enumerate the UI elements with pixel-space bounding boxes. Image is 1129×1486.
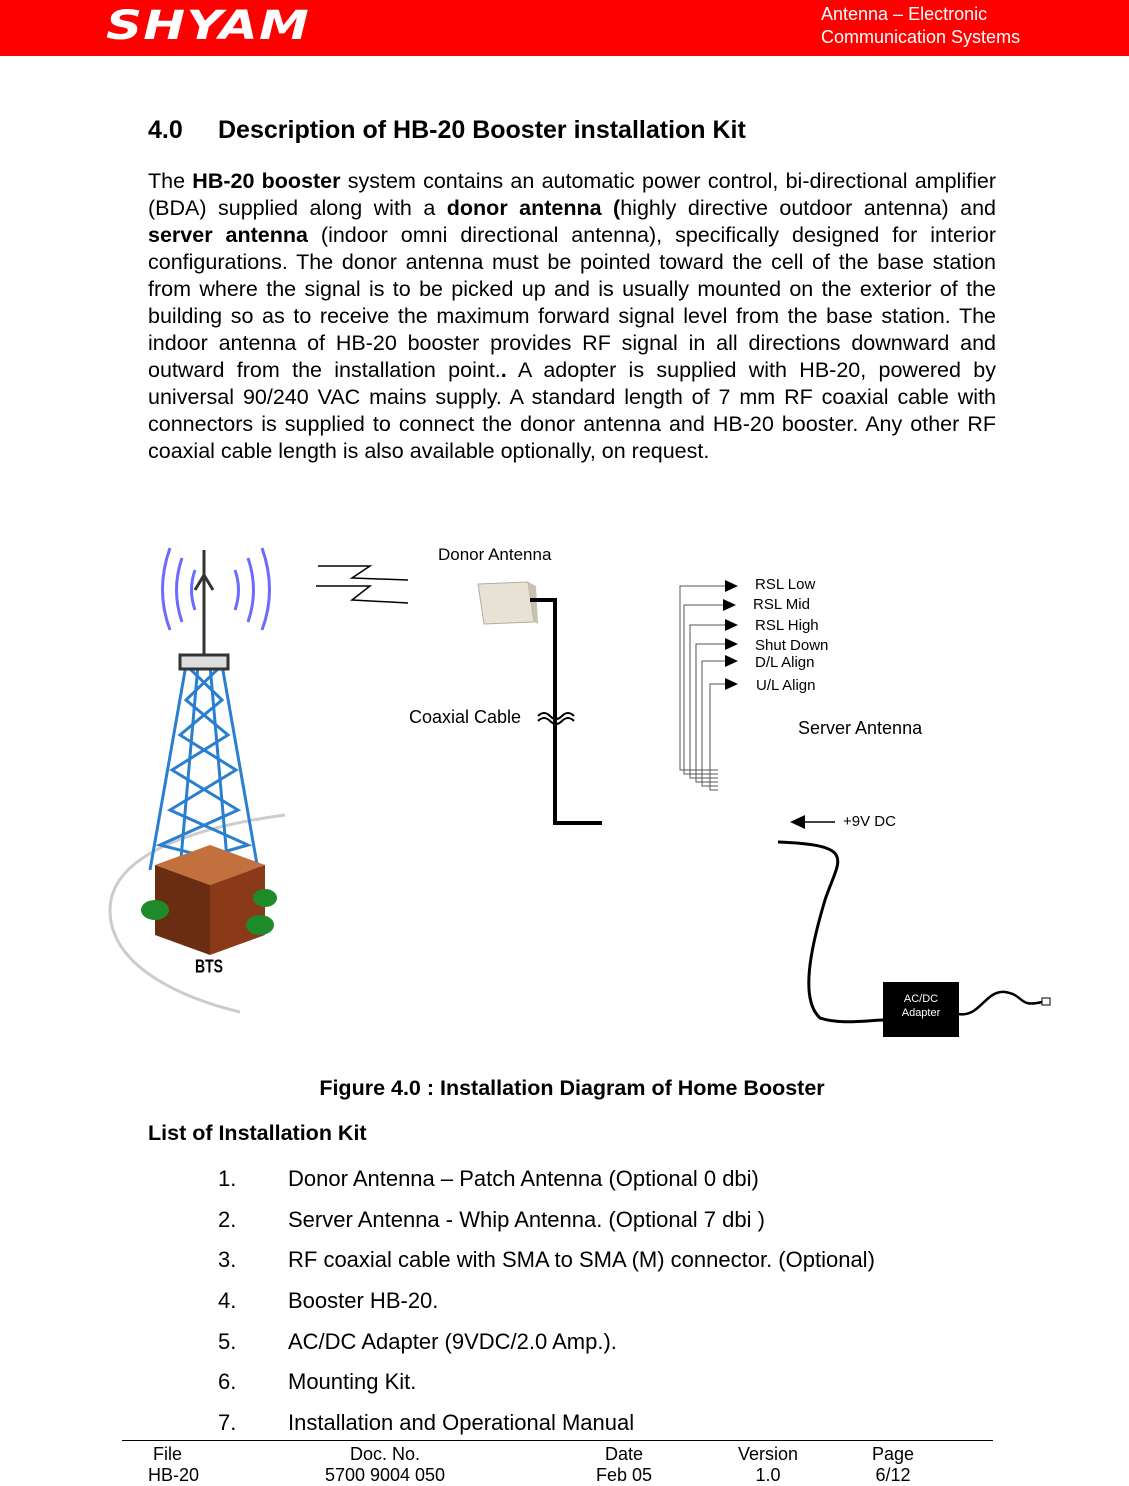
list-item — [218, 1206, 875, 1247]
indicator-lines — [680, 586, 725, 790]
tower-label: BTS — [195, 955, 223, 977]
list-item-text: Donor Antenna – Patch Antenna (Optional 0 dbi) — [288, 1166, 759, 1191]
mains-cable — [958, 992, 1042, 1014]
donor-antenna-icon — [478, 582, 538, 624]
wave-left-mid — [177, 558, 183, 622]
footer-file-value: HB-20 — [148, 1465, 200, 1485]
list-item-text: AC/DC Adapter (9VDC/2.0 Amp.). — [288, 1328, 617, 1354]
list-item-number: 4. — [218, 1288, 237, 1314]
footer-page-label: Page — [871, 1444, 915, 1464]
footer-page — [843, 1444, 943, 1486]
footer-doc-label: Doc. No. — [349, 1444, 421, 1464]
arrow-rsl-mid-icon — [723, 599, 736, 611]
intro-bold-server: server antenna — [148, 223, 308, 247]
section-title-text: Description of HB-20 Booster installation Kit — [218, 116, 746, 144]
list-item-number: 6. — [218, 1369, 237, 1395]
list-item-text: Booster HB-20. — [288, 1288, 439, 1314]
tagline-line-2: Communication Systems — [821, 27, 1021, 47]
list-item — [218, 1368, 875, 1409]
list-item-number: 1. — [218, 1166, 237, 1191]
list-item-text: Installation and Operational Manual — [288, 1410, 635, 1436]
footer-file — [148, 1444, 199, 1486]
list-item-number: 2. — [218, 1206, 237, 1232]
wave-left-inner — [192, 570, 196, 610]
footer-file-label: File — [153, 1444, 183, 1464]
tagline-line-1: Antenna – Electronic — [821, 4, 988, 24]
radio-link-icon — [316, 566, 408, 603]
footer-doc — [300, 1444, 470, 1486]
intro-text-4: (indoor omni directional antenna), specifically designed for interior configurations. The donor antenna must be pointed toward the cell of the base station from where the signal is to be picked up and is usually mounted on the exterior of the building so as to receive the maximum forward signal level from the base station. The indoor antenna of HB-20 booster provides RF signal in all directions downward and outward from the installation point. — [148, 223, 996, 382]
arrow-rsl-high-icon — [725, 619, 738, 631]
wave-right-inner — [235, 570, 239, 610]
header-bar — [0, 0, 1129, 56]
footer-doc-value: 5700 9004 050 — [324, 1465, 446, 1485]
diagram-graphics — [100, 530, 1070, 1050]
footer-version — [718, 1444, 818, 1486]
arrow-rsl-low-icon — [725, 580, 738, 592]
footer-date-label: Date — [604, 1444, 644, 1464]
section-number: 4.0 — [148, 116, 183, 144]
intro-bold-hb20: HB-20 booster — [192, 169, 341, 193]
wave-right-mid — [248, 558, 254, 622]
installation-diagram — [100, 530, 1070, 1050]
coaxial-cable-line — [530, 600, 602, 823]
intro-text-3: highly directive outdoor antenna) and — [620, 196, 997, 220]
list-item — [218, 1165, 875, 1206]
indicator-shut-down: Shut Down — [755, 637, 829, 654]
footer-version-label: Version — [737, 1444, 799, 1464]
list-item-number: 3. — [218, 1247, 237, 1273]
list-item-text: Server Antenna - Whip Antenna. (Optional 7 dbi ) — [288, 1206, 765, 1232]
intro-paragraph — [148, 168, 996, 465]
list-item — [218, 1328, 875, 1369]
power-input-label: +9V DC — [843, 813, 896, 830]
footer-date-value: Feb 05 — [595, 1465, 653, 1485]
power-cable — [778, 842, 885, 1022]
footer-page-value: 6/12 — [875, 1465, 911, 1485]
company-logo: SHYAM — [106, 3, 310, 49]
power-arrow-icon — [790, 815, 805, 829]
indicator-ul-align: U/L Align — [756, 677, 816, 694]
list-item-number: 5. — [218, 1328, 237, 1354]
donor-antenna-label: Donor Antenna — [438, 545, 552, 564]
list-item-number: 7. — [218, 1410, 237, 1436]
footer-date — [574, 1444, 674, 1486]
footer-version-value: 1.0 — [755, 1465, 781, 1485]
coaxial-cable-label: Coaxial Cable — [409, 707, 522, 727]
indicator-rsl-high: RSL High — [755, 617, 819, 634]
wave-left-outer — [163, 548, 171, 630]
list-item-text: RF coaxial cable with SMA to SMA (M) connector. (Optional) — [288, 1247, 875, 1273]
adapter-label-line-1: AC/DC — [903, 993, 939, 1005]
figure-caption: Figure 4.0 : Installation Diagram of Home Booster — [319, 1076, 825, 1100]
indicator-dl-align: D/L Align — [755, 654, 815, 671]
indicator-rsl-mid: RSL Mid — [753, 596, 810, 613]
intro-text-1: The — [148, 169, 193, 193]
adapter-label-line-2: Adapter — [901, 1007, 941, 1019]
arrow-ul-align-icon — [725, 678, 738, 690]
intro-bold-donor: donor antenna ( — [446, 196, 621, 220]
wave-right-outer — [262, 548, 270, 630]
intro-bold-period: . — [500, 358, 507, 382]
intro-text-2: system contains an automatic power control, bi-directional amplifier (BDA) supplied along with a — [148, 169, 996, 220]
signal-waves — [163, 548, 270, 630]
section-heading — [148, 115, 746, 145]
list-item — [218, 1287, 875, 1328]
adapter-label — [883, 992, 959, 1020]
arrow-dl-align-icon — [725, 655, 738, 667]
list-item-text: Mounting Kit. — [288, 1369, 417, 1395]
indicator-rsl-low: RSL Low — [755, 576, 816, 593]
kit-list — [218, 1165, 875, 1450]
arrow-shut-down-icon — [725, 638, 738, 650]
kit-list-heading: List of Installation Kit — [148, 1121, 367, 1145]
header-tagline — [821, 3, 1020, 49]
footer-divider — [122, 1440, 993, 1441]
intro-text-5: A adopter is supplied with HB-20, powered by universal 90/240 VAC mains supply. A standard length of 7 mm RF coaxial cable with connectors is supplied to connect the donor antenna and HB-20 booster. Any other RF coaxial cable length is also available optionally, on request. — [148, 358, 996, 463]
list-item — [218, 1246, 875, 1287]
plug-icon — [1042, 998, 1050, 1005]
server-antenna-label: Server Antenna — [798, 718, 923, 738]
indicator-arrows — [723, 580, 738, 690]
